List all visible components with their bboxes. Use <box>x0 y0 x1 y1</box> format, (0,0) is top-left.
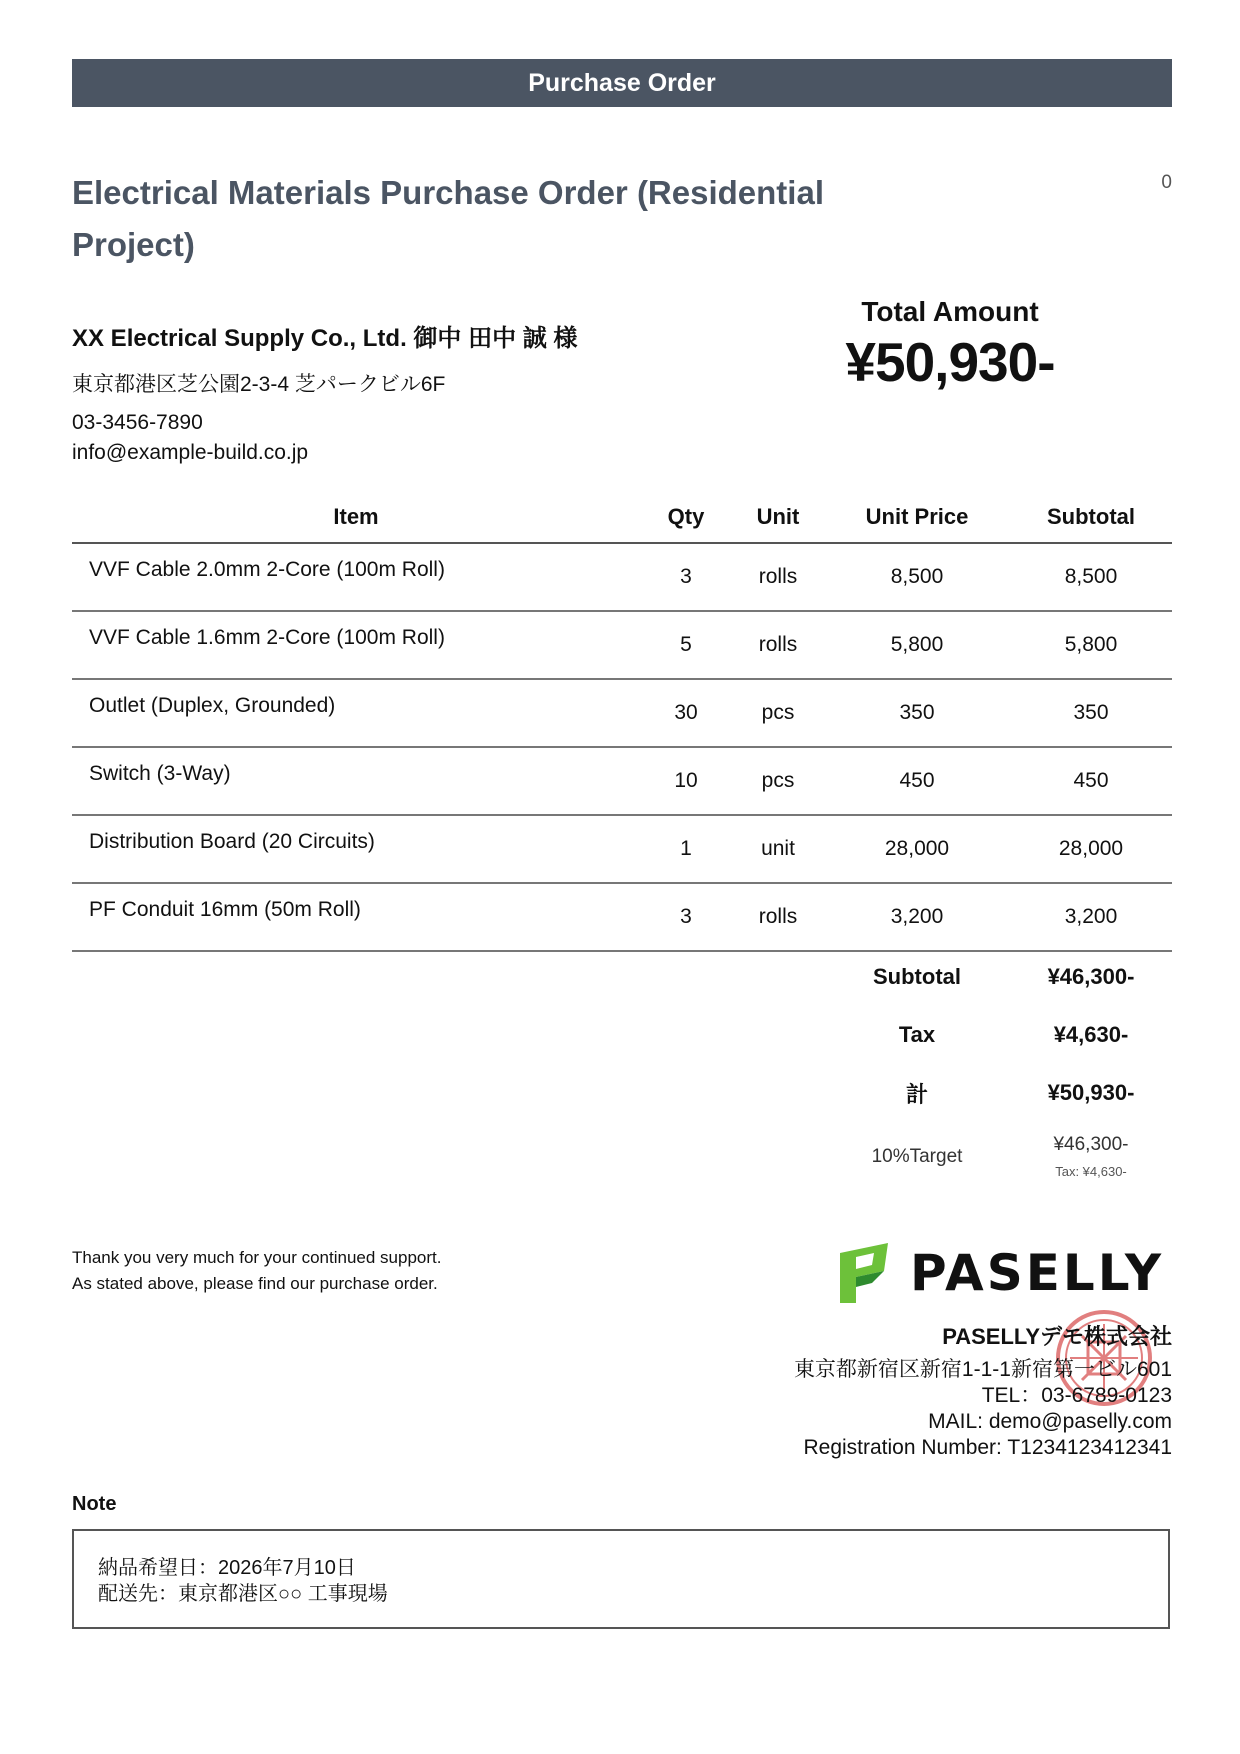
paselly-logo-icon <box>836 1243 892 1303</box>
header-subtotal: Subtotal <box>1010 492 1172 543</box>
summary-total-row <box>824 1064 1172 1122</box>
row-item: VVF Cable 2.0mm 2-Core (100m Roll) <box>72 543 640 611</box>
recipient-name: XX Electrical Supply Co., Ltd. 御中 田中 誠 様 <box>72 325 578 352</box>
header-item: Item <box>72 492 640 543</box>
row-unit: rolls <box>732 883 824 951</box>
note-box <box>72 1529 1170 1629</box>
row-unit-price: 450 <box>824 747 1010 815</box>
summary-subtotal-label: Subtotal <box>873 964 961 989</box>
thank-you-line-1: Thank you very much for your continued support. <box>72 1248 442 1267</box>
total-amount-box <box>830 296 1070 394</box>
banner-title: Purchase Order <box>528 68 716 97</box>
summary-total-value: ¥50,930- <box>1047 1080 1135 1105</box>
summary-total-label: 計 <box>905 1081 928 1107</box>
recipient-block <box>72 318 772 475</box>
table-row <box>72 543 1172 611</box>
table-header-row <box>72 492 1172 543</box>
total-amount-value: ¥50,930- <box>845 331 1055 393</box>
row-qty: 3 <box>640 543 732 611</box>
header-qty: Qty <box>640 492 732 543</box>
row-subtotal: 5,800 <box>1010 611 1172 679</box>
recipient-phone: 03-3456-7890 <box>72 411 203 434</box>
company-block <box>794 1320 1172 1461</box>
logo-wordmark: PASELLY <box>910 1244 1165 1302</box>
row-item: Switch (3-Way) <box>72 747 640 815</box>
company-name: PASELLYデモ株式会社 <box>942 1324 1172 1349</box>
document-title: Electrical Materials Purchase Order (Residential Project) <box>72 174 824 263</box>
recipient-email: info@example-build.co.jp <box>72 441 309 464</box>
tax-target-tax: Tax: ¥4,630- <box>1055 1164 1127 1179</box>
document-banner <box>72 59 1172 107</box>
company-registration: Registration Number: T1234123412341 <box>803 1436 1172 1459</box>
summary-subtotal-value: ¥46,300- <box>1047 964 1135 989</box>
summary-tax-label: Tax <box>898 1022 936 1047</box>
row-subtotal: 450 <box>1010 747 1172 815</box>
table-row <box>72 679 1172 747</box>
recipient-address: 東京都港区芝公園2-3-4 芝パークビル6F <box>72 373 446 396</box>
row-qty: 5 <box>640 611 732 679</box>
tax-target-detail <box>1010 1134 1172 1179</box>
thank-you-message <box>72 1245 441 1297</box>
row-item: Outlet (Duplex, Grounded) <box>72 679 640 747</box>
row-unit-price: 5,800 <box>824 611 1010 679</box>
company-logo <box>836 1243 1164 1303</box>
company-address: 東京都新宿区新宿1-1-1新宿第一ビル601 <box>793 1358 1172 1381</box>
row-subtotal: 8,500 <box>1010 543 1172 611</box>
row-subtotal: 350 <box>1010 679 1172 747</box>
row-item: VVF Cable 1.6mm 2-Core (100m Roll) <box>72 611 640 679</box>
row-unit: pcs <box>732 679 824 747</box>
header-unit: Unit <box>732 492 824 543</box>
tax-target-label: 10%Target <box>871 1145 963 1167</box>
note-line-2: 配送先：東京都港区○○ 工事現場 <box>98 1583 388 1605</box>
row-unit-price: 8,500 <box>824 543 1010 611</box>
thank-you-line-2: As stated above, please find our purchase order. <box>72 1274 438 1293</box>
row-unit-price: 350 <box>824 679 1010 747</box>
tax-target-base: ¥46,300- <box>1053 1134 1129 1155</box>
table-row <box>72 815 1172 883</box>
company-tel: TEL：03-6789-0123 <box>981 1384 1172 1407</box>
row-unit: pcs <box>732 747 824 815</box>
table-row <box>72 611 1172 679</box>
summary-tax-row <box>824 1006 1172 1064</box>
total-amount-label: Total Amount <box>861 296 1039 327</box>
table-row <box>72 883 1172 951</box>
row-item: Distribution Board (20 Circuits) <box>72 815 640 883</box>
items-table <box>72 492 1172 952</box>
summary-subtotal-row <box>824 948 1172 1006</box>
row-unit-price: 28,000 <box>824 815 1010 883</box>
row-qty: 30 <box>640 679 732 747</box>
note-line-1: 納品希望日：2026年7月10日 <box>98 1557 356 1579</box>
row-qty: 3 <box>640 883 732 951</box>
row-unit: rolls <box>732 543 824 611</box>
row-subtotal: 28,000 <box>1010 815 1172 883</box>
header-unit-price: Unit Price <box>824 492 1010 543</box>
row-unit: rolls <box>732 611 824 679</box>
summary-block <box>824 948 1172 1179</box>
note-label: Note <box>72 1493 117 1515</box>
summary-tax-value: ¥4,630- <box>1053 1022 1129 1047</box>
row-subtotal: 3,200 <box>1010 883 1172 951</box>
row-item: PF Conduit 16mm (50m Roll) <box>72 883 640 951</box>
row-qty: 1 <box>640 815 732 883</box>
row-qty: 10 <box>640 747 732 815</box>
tax-target-row <box>824 1134 1172 1179</box>
page-number: 0 <box>1161 172 1172 193</box>
company-mail: MAIL: demo@paselly.com <box>928 1410 1172 1433</box>
row-unit-price: 3,200 <box>824 883 1010 951</box>
row-unit: unit <box>732 815 824 883</box>
table-row <box>72 747 1172 815</box>
